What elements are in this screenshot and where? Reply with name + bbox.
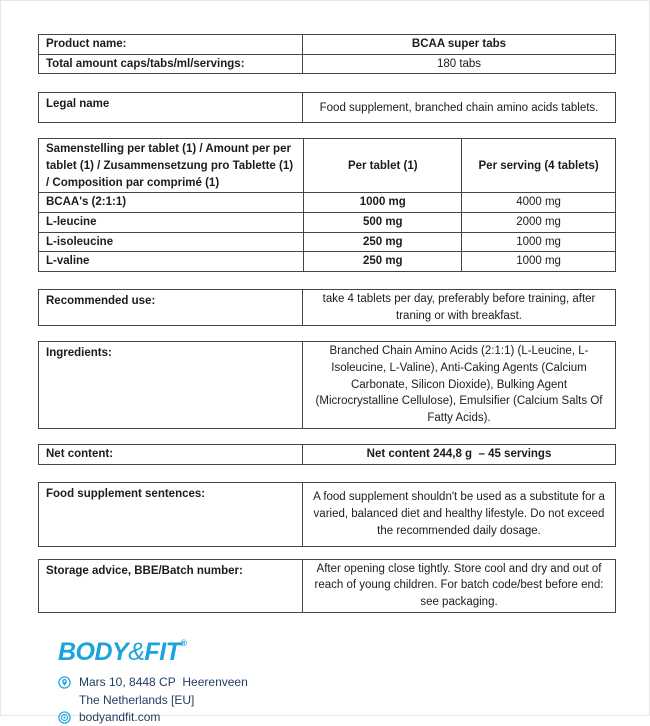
composition-header-row [39,139,616,193]
per-tablet-value: 250 mg [304,252,462,272]
table-row [39,93,616,123]
table-row [39,252,616,272]
per-serving-value: 1000 mg [462,252,616,272]
table-row [39,290,616,326]
website-text: bodyandfit.com [79,710,161,725]
table-row [39,482,616,546]
address-row [58,674,614,691]
recommended-use-table [38,289,616,326]
nutrient-name: BCAA's (2:1:1) [39,193,304,213]
legal-name-label: Legal name [39,93,303,123]
product-name-label: Product name: [39,35,303,55]
per-tablet-value: 1000 mg [304,193,462,213]
storage-advice-table [38,559,616,613]
table-row [39,559,616,612]
address-row [58,692,614,709]
storage-advice-label: Storage advice, BBE/Batch number: [39,559,303,612]
total-amount-value: 180 tabs [303,54,616,74]
per-tablet-value: 500 mg [304,213,462,233]
table-row [39,54,616,74]
nutrient-name: L-leucine [39,213,304,233]
logo-fit-text: FIT [144,637,181,666]
net-content-table [38,444,616,465]
address-line-1: Mars 10, 8448 CP Heerenveen [79,674,248,689]
ingredients-label: Ingredients: [39,342,303,428]
per-serving-value: 1000 mg [462,232,616,252]
storage-advice-value: After opening close tightly. Store cool and dry and out of reach of young children. For batch code/best before end: see packaging. [303,559,616,612]
footer-brand-block [38,637,614,726]
footer-address [58,674,614,726]
food-supplement-table [38,482,616,547]
net-content-value: Net content 244,8 g – 45 servings [303,444,616,464]
legal-name-table [38,92,616,123]
ingredients-table [38,341,616,428]
address-line-2: The Netherlands [EU] [79,692,195,707]
globe-icon [58,711,71,724]
food-supplement-label: Food supplement sentences: [39,482,303,546]
ingredients-value: Branched Chain Amino Acids (2:1:1) (L-Leucine, L-Isoleucine, L-Valine), Anti-Caking Agents (Calcium Carbonate, Silicon Dioxide), Bulking Agent (Microcrystalline Cellulose), Emulsifier (Calcium Salts Of Fatty Acids). [303,342,616,428]
food-supplement-value: A food supplement shouldn't be used as a substitute for a varied, balanced diet and healthy lifestyle. Do not exceed the recommended daily dosage. [303,482,616,546]
nutrient-name: L-isoleucine [39,232,304,252]
table-row [39,35,616,55]
per-tablet-value: 250 mg [304,232,462,252]
table-row [39,232,616,252]
table-row [39,444,616,464]
logo-ampersand: & [128,637,145,666]
product-name-value: BCAA super tabs [303,35,616,55]
recommended-use-label: Recommended use: [39,290,303,326]
table-row [39,342,616,428]
legal-name-value: Food supplement, branched chain amino acids tablets. [303,93,616,123]
recommended-use-value: take 4 tablets per day, preferably before training, after traning or with breakfast. [303,290,616,326]
location-pin-icon [58,676,71,689]
net-content-label: Net content: [39,444,303,464]
product-info-table [38,34,616,74]
table-row [39,193,616,213]
per-serving-value: 4000 mg [462,193,616,213]
website-row [58,709,614,726]
total-amount-label: Total amount caps/tabs/ml/servings: [39,54,303,74]
registered-trademark-icon: ® [180,637,187,648]
composition-table [38,138,616,272]
logo-body-text: BODY [58,637,129,666]
per-tablet-header: Per tablet (1) [304,139,462,193]
per-serving-value: 2000 mg [462,213,616,233]
per-serving-header: Per serving (4 tablets) [462,139,616,193]
nutrient-name: L-valine [39,252,304,272]
bodyandfit-logo [58,637,614,666]
composition-header-title: Samenstelling per tablet (1) / Amount per per tablet (1) / Zusammensetzung pro Tablette (1) / Composition par comprimé (1) [39,139,304,193]
table-row [39,213,616,233]
